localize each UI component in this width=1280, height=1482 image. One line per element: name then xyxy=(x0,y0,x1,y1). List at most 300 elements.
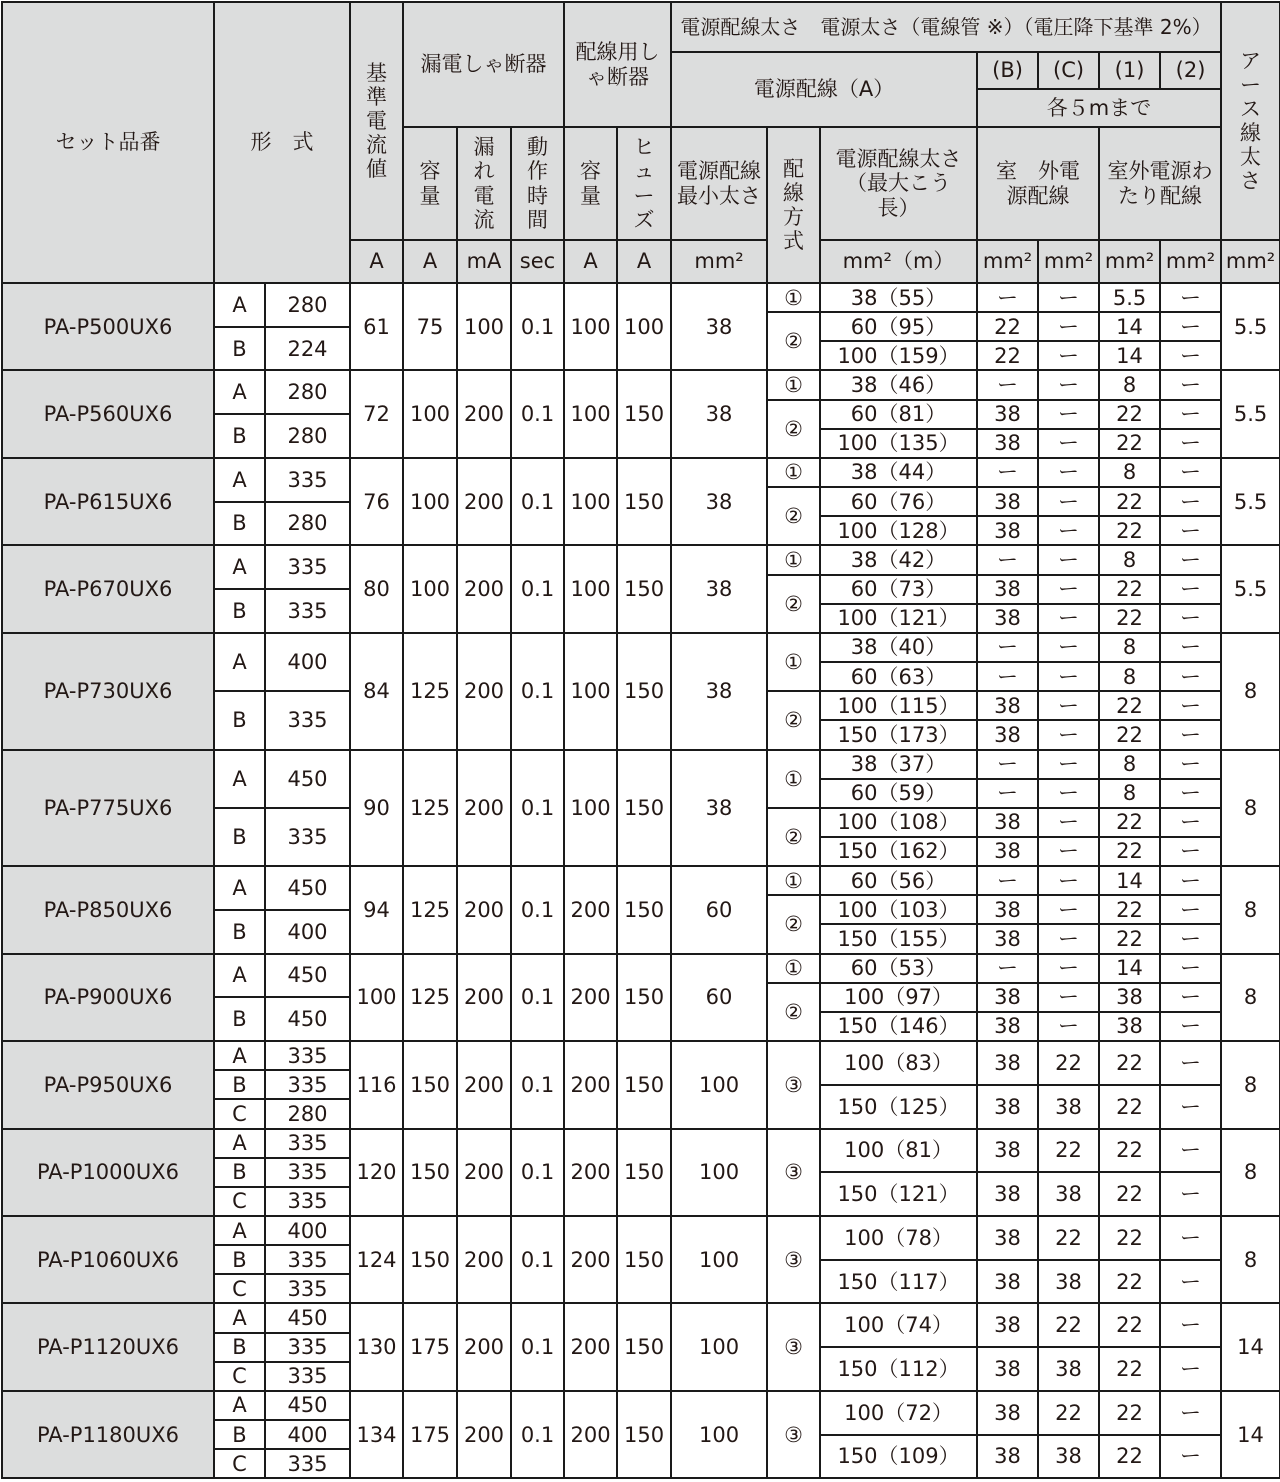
base-cell: 124 xyxy=(350,1216,403,1303)
time-cell: 0.1 xyxy=(511,1303,564,1390)
cap2-cell: 200 xyxy=(564,866,617,953)
cap1-cell: 100 xyxy=(403,458,457,545)
two-cell: ー xyxy=(1160,924,1221,953)
b-cell: 38 xyxy=(977,1216,1038,1260)
b-cell: ー xyxy=(977,750,1038,779)
unit-label-cell: B xyxy=(214,910,265,954)
cap2-cell: 200 xyxy=(564,1041,617,1128)
unit-label-cell: A xyxy=(214,370,265,414)
b-cell: ー xyxy=(977,954,1038,983)
wire-size-cell: 60（56） xyxy=(820,866,977,895)
unit-value-cell: 335 xyxy=(265,1362,350,1391)
c-cell: 22 xyxy=(1038,1303,1099,1347)
earth-cell: 5.5 xyxy=(1221,458,1280,545)
table-header xyxy=(2,2,1280,283)
time-cell: 0.1 xyxy=(511,954,564,1041)
header-col-2: (2) xyxy=(1160,52,1221,89)
earth-cell: 8 xyxy=(1221,866,1280,953)
one-cell: 22 xyxy=(1099,1347,1160,1391)
cap2-cell: 100 xyxy=(564,283,617,370)
unit-label-cell: A xyxy=(214,545,265,589)
unit-value-cell: 280 xyxy=(265,502,350,546)
unit-value-cell: 335 xyxy=(265,545,350,589)
table-row xyxy=(2,633,1280,648)
wire-size-cell: 38（40） xyxy=(820,633,977,662)
min-cell: 60 xyxy=(671,866,767,953)
earth-cell: 8 xyxy=(1221,1129,1280,1216)
unit-1: mm² xyxy=(1099,240,1160,283)
leak-cell: 200 xyxy=(457,370,511,457)
one-cell: 22 xyxy=(1099,1216,1160,1260)
unit-label-cell: A xyxy=(214,1041,265,1070)
fuse-cell: 150 xyxy=(617,545,671,632)
header-method: 配線方式 xyxy=(767,127,820,283)
table-row xyxy=(2,1216,1280,1231)
two-cell: ー xyxy=(1160,1260,1221,1304)
wire-size-cell: 100（115） xyxy=(820,691,977,720)
method-cell: ② xyxy=(767,983,820,1041)
cap2-cell: 200 xyxy=(564,1391,617,1478)
table-body xyxy=(2,283,1280,1478)
c-cell: ー xyxy=(1038,662,1099,691)
c-cell: 22 xyxy=(1038,1216,1099,1260)
two-cell: ー xyxy=(1160,1303,1221,1347)
wire-size-cell: 100（83） xyxy=(820,1041,977,1085)
one-cell: 38 xyxy=(1099,1012,1160,1041)
unit-label-cell: C xyxy=(214,1187,265,1216)
time-cell: 0.1 xyxy=(511,1216,564,1303)
wire-size-cell: 150（155） xyxy=(820,924,977,953)
time-cell: 0.1 xyxy=(511,1129,564,1216)
b-cell: 38 xyxy=(977,691,1038,720)
wire-size-cell: 60（73） xyxy=(820,575,977,604)
unit-label-cell: A xyxy=(214,866,265,910)
unit-value-cell: 450 xyxy=(265,866,350,910)
c-cell: 22 xyxy=(1038,1129,1099,1173)
two-cell: ー xyxy=(1160,837,1221,866)
c-cell: ー xyxy=(1038,779,1099,808)
unit-label-cell: B xyxy=(214,1158,265,1187)
two-cell: ー xyxy=(1160,400,1221,429)
c-cell: ー xyxy=(1038,341,1099,370)
earth-cell: 5.5 xyxy=(1221,283,1280,370)
b-cell: 38 xyxy=(977,1303,1038,1347)
b-cell: 38 xyxy=(977,604,1038,633)
cap2-cell: 200 xyxy=(564,1303,617,1390)
header-base-current: 基準電流値 xyxy=(350,2,403,240)
cap1-cell: 100 xyxy=(403,370,457,457)
unit-label-cell: B xyxy=(214,1420,265,1449)
one-cell: 22 xyxy=(1099,575,1160,604)
earth-cell: 5.5 xyxy=(1221,545,1280,632)
set-no-cell: PA-P615UX6 xyxy=(2,458,214,545)
set-no-cell: PA-P1120UX6 xyxy=(2,1303,214,1390)
unit-label-cell: A xyxy=(214,458,265,502)
base-cell: 130 xyxy=(350,1303,403,1390)
two-cell: ー xyxy=(1160,341,1221,370)
wire-size-cell: 150（112） xyxy=(820,1347,977,1391)
unit-value-cell: 335 xyxy=(265,1070,350,1099)
b-cell: ー xyxy=(977,283,1038,312)
unit-value-cell: 400 xyxy=(265,1216,350,1245)
unit-label-cell: A xyxy=(214,750,265,808)
unit-value-cell: 335 xyxy=(265,691,350,749)
c-cell: 38 xyxy=(1038,1260,1099,1304)
header-set-no: セット品番 xyxy=(2,2,214,283)
c-cell: 38 xyxy=(1038,1435,1099,1479)
wire-size-cell: 150（109） xyxy=(820,1435,977,1479)
base-cell: 76 xyxy=(350,458,403,545)
one-cell: 22 xyxy=(1099,1391,1160,1435)
min-cell: 100 xyxy=(671,1303,767,1390)
cap2-cell: 100 xyxy=(564,370,617,457)
one-cell: 8 xyxy=(1099,779,1160,808)
one-cell: 8 xyxy=(1099,633,1160,662)
two-cell: ー xyxy=(1160,575,1221,604)
unit-value-cell: 335 xyxy=(265,1158,350,1187)
time-cell: 0.1 xyxy=(511,545,564,632)
wire-size-cell: 150（117） xyxy=(820,1260,977,1304)
b-cell: 38 xyxy=(977,895,1038,924)
wire-size-cell: 100（81） xyxy=(820,1129,977,1173)
two-cell: ー xyxy=(1160,720,1221,749)
c-cell: ー xyxy=(1038,954,1099,983)
b-cell: 38 xyxy=(977,1085,1038,1129)
two-cell: ー xyxy=(1160,779,1221,808)
cap1-cell: 150 xyxy=(403,1129,457,1216)
b-cell: 38 xyxy=(977,1260,1038,1304)
wire-size-cell: 60（53） xyxy=(820,954,977,983)
one-cell: 22 xyxy=(1099,400,1160,429)
table-row xyxy=(2,1391,1280,1406)
unit-label-cell: B xyxy=(214,414,265,458)
b-cell: 38 xyxy=(977,1129,1038,1173)
c-cell: ー xyxy=(1038,400,1099,429)
two-cell: ー xyxy=(1160,370,1221,399)
one-cell: 22 xyxy=(1099,924,1160,953)
unit-earth: mm² xyxy=(1221,240,1280,283)
table-row xyxy=(2,283,1280,298)
c-cell: ー xyxy=(1038,545,1099,574)
one-cell: 14 xyxy=(1099,954,1160,983)
min-cell: 100 xyxy=(671,1216,767,1303)
wire-size-cell: 38（42） xyxy=(820,545,977,574)
cap1-cell: 100 xyxy=(403,545,457,632)
wire-size-cell: 100（121） xyxy=(820,604,977,633)
time-cell: 0.1 xyxy=(511,458,564,545)
min-cell: 38 xyxy=(671,283,767,370)
b-cell: ー xyxy=(977,458,1038,487)
method-cell: ① xyxy=(767,370,820,399)
c-cell: 38 xyxy=(1038,1172,1099,1216)
c-cell: ー xyxy=(1038,604,1099,633)
one-cell: 22 xyxy=(1099,837,1160,866)
b-cell: ー xyxy=(977,545,1038,574)
unit-label-cell: C xyxy=(214,1449,265,1478)
unit-value-cell: 280 xyxy=(265,370,350,414)
method-cell: ① xyxy=(767,283,820,312)
method-cell: ③ xyxy=(767,1391,820,1478)
fuse-cell: 150 xyxy=(617,1041,671,1128)
leak-cell: 200 xyxy=(457,1041,511,1128)
table-row xyxy=(2,750,1280,765)
leak-cell: 200 xyxy=(457,633,511,750)
header-earth: アース線太さ xyxy=(1221,2,1280,240)
wire-size-cell: 100（72） xyxy=(820,1391,977,1435)
wire-size-cell: 60（81） xyxy=(820,400,977,429)
time-cell: 0.1 xyxy=(511,283,564,370)
unit-value-cell: 335 xyxy=(265,1274,350,1303)
header-col-1: (1) xyxy=(1099,52,1160,89)
one-cell: 14 xyxy=(1099,866,1160,895)
two-cell: ー xyxy=(1160,1435,1221,1479)
leak-cell: 200 xyxy=(457,954,511,1041)
one-cell: 8 xyxy=(1099,370,1160,399)
cap2-cell: 200 xyxy=(564,1129,617,1216)
set-no-cell: PA-P950UX6 xyxy=(2,1041,214,1128)
unit-b: mm² xyxy=(977,240,1038,283)
table-row xyxy=(2,545,1280,560)
b-cell: 38 xyxy=(977,1012,1038,1041)
unit-label-cell: A xyxy=(214,954,265,998)
two-cell: ー xyxy=(1160,954,1221,983)
two-cell: ー xyxy=(1160,662,1221,691)
one-cell: 22 xyxy=(1099,1303,1160,1347)
cap1-cell: 125 xyxy=(403,750,457,867)
b-cell: 22 xyxy=(977,312,1038,341)
one-cell: 22 xyxy=(1099,1129,1160,1173)
method-cell: ① xyxy=(767,954,820,983)
time-cell: 0.1 xyxy=(511,866,564,953)
unit-label-cell: B xyxy=(214,589,265,633)
table-row xyxy=(2,458,1280,473)
cap1-cell: 175 xyxy=(403,1303,457,1390)
c-cell: ー xyxy=(1038,983,1099,1012)
unit-value-cell: 335 xyxy=(265,1041,350,1070)
unit-value-cell: 280 xyxy=(265,283,350,327)
wire-size-cell: 150（173） xyxy=(820,720,977,749)
c-cell: ー xyxy=(1038,575,1099,604)
two-cell: ー xyxy=(1160,633,1221,662)
base-cell: 94 xyxy=(350,866,403,953)
fuse-cell: 150 xyxy=(617,1129,671,1216)
method-cell: ② xyxy=(767,312,820,370)
earth-cell: 5.5 xyxy=(1221,370,1280,457)
two-cell: ー xyxy=(1160,750,1221,779)
wire-size-cell: 150（121） xyxy=(820,1172,977,1216)
unit-label-cell: A xyxy=(214,283,265,327)
unit-cap2: A xyxy=(564,240,617,283)
method-cell: ② xyxy=(767,808,820,866)
b-cell: 38 xyxy=(977,983,1038,1012)
unit-value-cell: 450 xyxy=(265,954,350,998)
c-cell: 22 xyxy=(1038,1041,1099,1085)
set-no-cell: PA-P500UX6 xyxy=(2,283,214,370)
header-elb: 漏電しゃ断器 xyxy=(403,2,564,127)
two-cell: ー xyxy=(1160,1391,1221,1435)
one-cell: 22 xyxy=(1099,1085,1160,1129)
two-cell: ー xyxy=(1160,1041,1221,1085)
c-cell: ー xyxy=(1038,837,1099,866)
header-leak: 漏れ電流 xyxy=(457,127,511,240)
b-cell: ー xyxy=(977,662,1038,691)
min-cell: 38 xyxy=(671,458,767,545)
two-cell: ー xyxy=(1160,983,1221,1012)
header-mccb: 配線用しゃ断器 xyxy=(564,2,671,127)
unit-label-cell: A xyxy=(214,1391,265,1420)
unit-value-cell: 335 xyxy=(265,589,350,633)
unit-label-cell: C xyxy=(214,1099,265,1128)
unit-label-cell: B xyxy=(214,1245,265,1274)
wire-size-cell: 150（125） xyxy=(820,1085,977,1129)
two-cell: ー xyxy=(1160,1085,1221,1129)
method-cell: ③ xyxy=(767,1216,820,1303)
set-no-cell: PA-P775UX6 xyxy=(2,750,214,867)
method-cell: ② xyxy=(767,400,820,458)
wire-size-cell: 100（128） xyxy=(820,516,977,545)
unit-value-cell: 335 xyxy=(265,808,350,866)
c-cell: ー xyxy=(1038,487,1099,516)
table-row xyxy=(2,1303,1280,1318)
wire-size-cell: 38（37） xyxy=(820,750,977,779)
method-cell: ① xyxy=(767,633,820,691)
one-cell: 22 xyxy=(1099,720,1160,749)
b-cell: 38 xyxy=(977,924,1038,953)
unit-value-cell: 335 xyxy=(265,1245,350,1274)
min-cell: 100 xyxy=(671,1391,767,1478)
unit-label-cell: C xyxy=(214,1362,265,1391)
base-cell: 100 xyxy=(350,954,403,1041)
c-cell: ー xyxy=(1038,633,1099,662)
c-cell: ー xyxy=(1038,720,1099,749)
one-cell: 22 xyxy=(1099,691,1160,720)
wire-size-cell: 38（44） xyxy=(820,458,977,487)
b-cell: ー xyxy=(977,779,1038,808)
unit-leak: mA xyxy=(457,240,511,283)
wire-size-cell: 150（162） xyxy=(820,837,977,866)
cap2-cell: 100 xyxy=(564,750,617,867)
c-cell: ー xyxy=(1038,866,1099,895)
leak-cell: 200 xyxy=(457,750,511,867)
fuse-cell: 150 xyxy=(617,866,671,953)
min-cell: 100 xyxy=(671,1041,767,1128)
one-cell: 22 xyxy=(1099,1260,1160,1304)
cap1-cell: 175 xyxy=(403,1391,457,1478)
one-cell: 8 xyxy=(1099,545,1160,574)
b-cell: 38 xyxy=(977,837,1038,866)
unit-c: mm² xyxy=(1038,240,1099,283)
base-cell: 61 xyxy=(350,283,403,370)
method-cell: ③ xyxy=(767,1303,820,1390)
spec-table xyxy=(1,1,1280,1479)
fuse-cell: 150 xyxy=(617,633,671,750)
two-cell: ー xyxy=(1160,487,1221,516)
method-cell: ② xyxy=(767,487,820,545)
header-wire-size: 電源配線太さ（最大こう長） xyxy=(820,127,977,240)
wire-size-cell: 100（108） xyxy=(820,808,977,837)
fuse-cell: 150 xyxy=(617,954,671,1041)
wire-size-cell: 100（97） xyxy=(820,983,977,1012)
min-cell: 38 xyxy=(671,633,767,750)
cap1-cell: 125 xyxy=(403,954,457,1041)
b-cell: 22 xyxy=(977,341,1038,370)
set-no-cell: PA-P1180UX6 xyxy=(2,1391,214,1478)
leak-cell: 200 xyxy=(457,458,511,545)
unit-fuse: A xyxy=(617,240,671,283)
c-cell: ー xyxy=(1038,429,1099,458)
one-cell: 22 xyxy=(1099,429,1160,458)
unit-label-cell: A xyxy=(214,1216,265,1245)
cap2-cell: 100 xyxy=(564,633,617,750)
two-cell: ー xyxy=(1160,1172,1221,1216)
set-no-cell: PA-P900UX6 xyxy=(2,954,214,1041)
unit-wire-size: mm²（m） xyxy=(820,240,977,283)
two-cell: ー xyxy=(1160,691,1221,720)
unit-label-cell: B xyxy=(214,1070,265,1099)
unit-value-cell: 335 xyxy=(265,1187,350,1216)
fuse-cell: 150 xyxy=(617,370,671,457)
cap2-cell: 100 xyxy=(564,545,617,632)
one-cell: 22 xyxy=(1099,1435,1160,1479)
min-cell: 100 xyxy=(671,1129,767,1216)
method-cell: ① xyxy=(767,866,820,895)
c-cell: 38 xyxy=(1038,1085,1099,1129)
one-cell: 14 xyxy=(1099,312,1160,341)
one-cell: 22 xyxy=(1099,1172,1160,1216)
cap1-cell: 150 xyxy=(403,1041,457,1128)
unit-value-cell: 335 xyxy=(265,1333,350,1362)
leak-cell: 200 xyxy=(457,1216,511,1303)
c-cell: ー xyxy=(1038,458,1099,487)
c-cell: ー xyxy=(1038,750,1099,779)
earth-cell: 14 xyxy=(1221,1303,1280,1390)
method-cell: ③ xyxy=(767,1129,820,1216)
time-cell: 0.1 xyxy=(511,370,564,457)
two-cell: ー xyxy=(1160,429,1221,458)
two-cell: ー xyxy=(1160,1012,1221,1041)
wire-size-cell: 100（103） xyxy=(820,895,977,924)
unit-value-cell: 450 xyxy=(265,1391,350,1420)
unit-min-wire: mm² xyxy=(671,240,767,283)
unit-value-cell: 280 xyxy=(265,414,350,458)
b-cell: 38 xyxy=(977,516,1038,545)
one-cell: 22 xyxy=(1099,487,1160,516)
header-cap1: 容量 xyxy=(403,127,457,240)
earth-cell: 8 xyxy=(1221,633,1280,750)
set-no-cell: PA-P560UX6 xyxy=(2,370,214,457)
set-no-cell: PA-P850UX6 xyxy=(2,866,214,953)
unit-value-cell: 400 xyxy=(265,633,350,691)
base-cell: 134 xyxy=(350,1391,403,1478)
two-cell: ー xyxy=(1160,895,1221,924)
cap2-cell: 200 xyxy=(564,954,617,1041)
two-cell: ー xyxy=(1160,516,1221,545)
one-cell: 22 xyxy=(1099,808,1160,837)
b-cell: 38 xyxy=(977,1347,1038,1391)
leak-cell: 200 xyxy=(457,866,511,953)
two-cell: ー xyxy=(1160,312,1221,341)
one-cell: 38 xyxy=(1099,983,1160,1012)
unit-value-cell: 335 xyxy=(265,458,350,502)
leak-cell: 200 xyxy=(457,1303,511,1390)
wire-size-cell: 60（59） xyxy=(820,779,977,808)
c-cell: ー xyxy=(1038,312,1099,341)
leak-cell: 100 xyxy=(457,283,511,370)
time-cell: 0.1 xyxy=(511,1391,564,1478)
method-cell: ① xyxy=(767,458,820,487)
time-cell: 0.1 xyxy=(511,633,564,750)
unit-label-cell: A xyxy=(214,1129,265,1158)
